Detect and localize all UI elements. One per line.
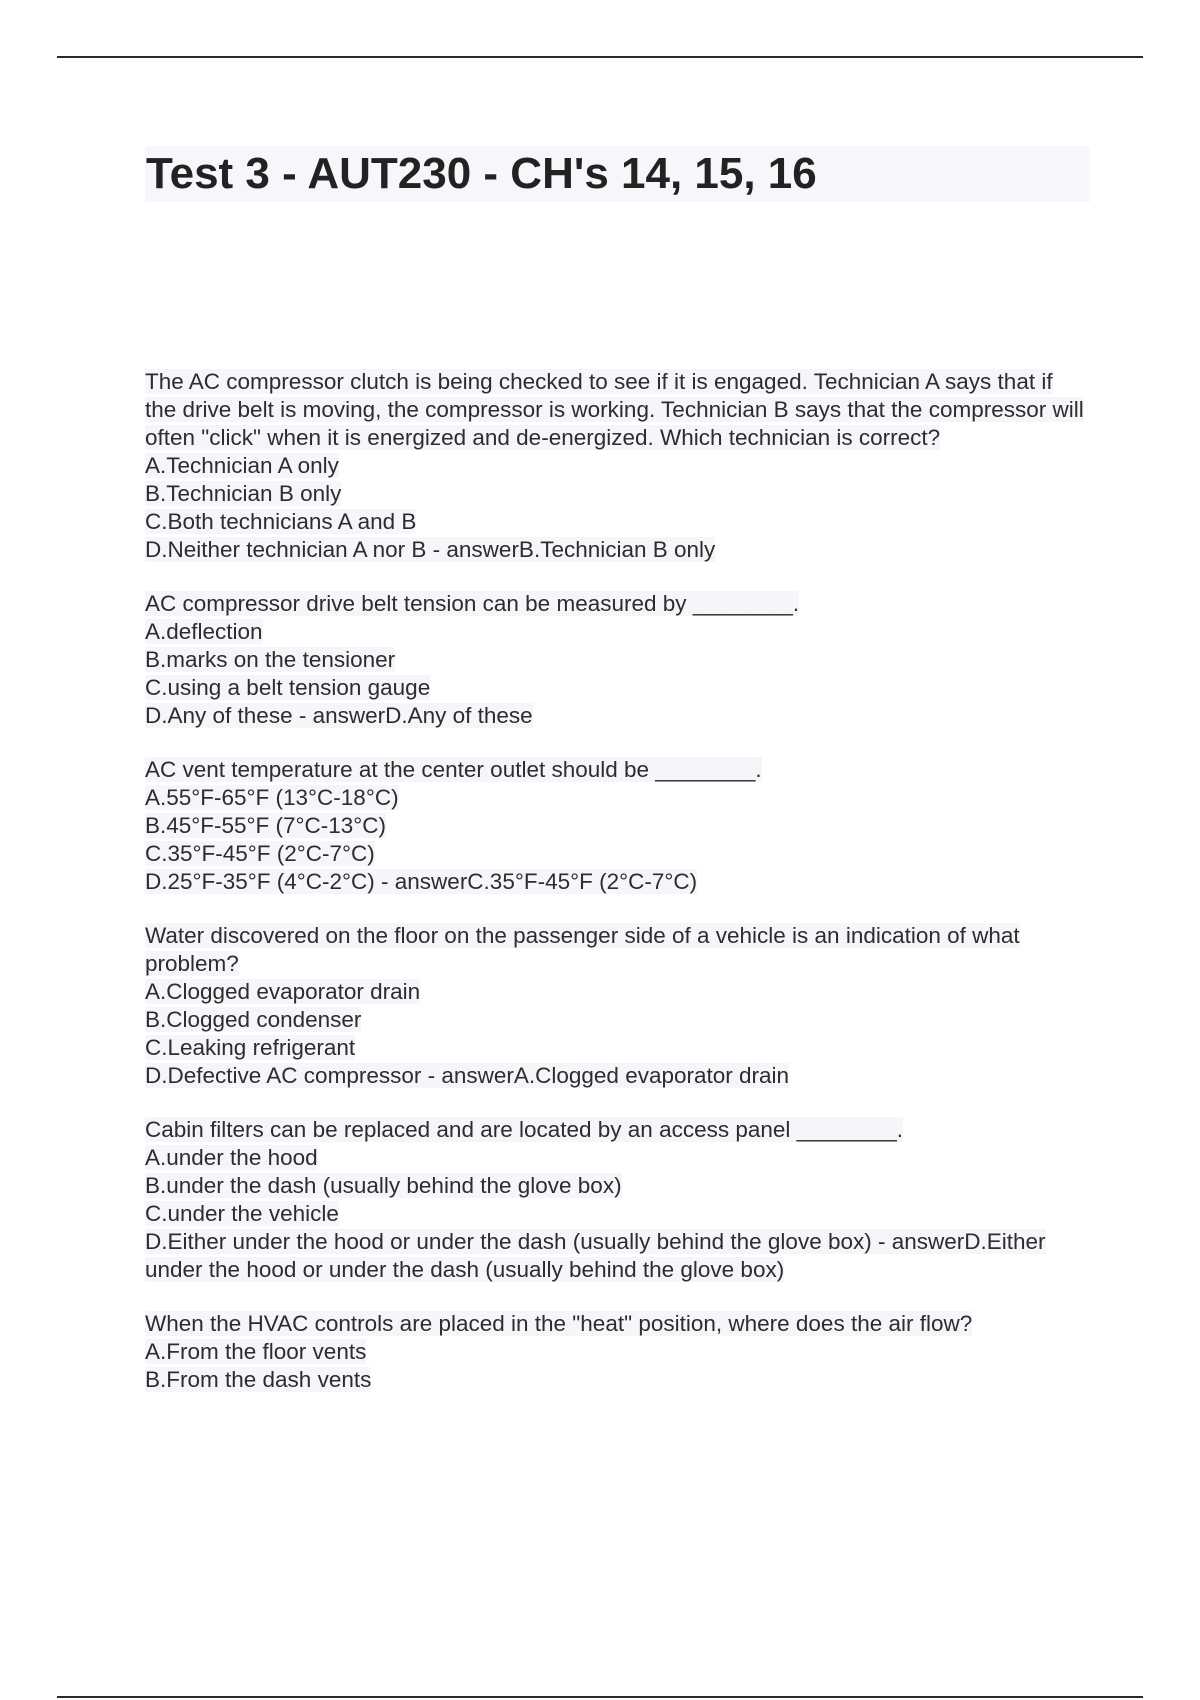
question-text-3: AC vent temperature at the center outlet should be ________. [145, 757, 762, 782]
option-2a: A.deflection [145, 619, 263, 644]
answer-option [145, 452, 1090, 480]
answer-option [145, 1228, 1090, 1284]
bottom-divider [57, 1696, 1143, 1698]
option-4c: C.Leaking refrigerant [145, 1035, 356, 1060]
option-1a: A.Technician A only [145, 453, 339, 478]
answer-option [145, 536, 1090, 564]
option-1b: B.Technician B only [145, 481, 342, 506]
answer-option [145, 1338, 1090, 1366]
option-2c: C.using a belt tension gauge [145, 675, 431, 700]
answer-option [145, 1172, 1090, 1200]
option-3b: B.45°F-55°F (7°C-13°C) [145, 813, 387, 838]
question-block-3 [145, 756, 1090, 896]
option-6b: B.From the dash vents [145, 1367, 372, 1392]
option-5d-with-answer: D.Either under the hood or under the dash (usually behind the glove box) - answerD.Either under the hood or under the dash (usually behind the glove box) [145, 1229, 1046, 1282]
option-4b: B.Clogged condenser [145, 1007, 362, 1032]
answer-option [145, 1200, 1090, 1228]
option-5c: C.under the vehicle [145, 1201, 339, 1226]
answer-option [145, 812, 1090, 840]
answer-option [145, 1366, 1090, 1394]
question-text-5: Cabin filters can be replaced and are located by an access panel ________. [145, 1117, 904, 1142]
question-text-1: The AC compressor clutch is being checked to see if it is engaged. Technician A says that if the drive belt is moving, the compressor is working. Technician B says that the compressor will often "click" when it is energized and de-energized. Which technician is correct? [145, 369, 1084, 450]
option-5a: A.under the hood [145, 1145, 318, 1170]
answer-option [145, 1144, 1090, 1172]
answer-option [145, 674, 1090, 702]
question-block-5 [145, 1116, 1090, 1284]
question-text [145, 922, 1090, 978]
question-text-2: AC compressor drive belt tension can be measured by ________. [145, 591, 800, 616]
answer-option [145, 1062, 1090, 1090]
question-text [145, 368, 1090, 452]
answer-option [145, 1006, 1090, 1034]
answer-option [145, 702, 1090, 730]
answer-option [145, 978, 1090, 1006]
answer-option [145, 784, 1090, 812]
answer-option [145, 508, 1090, 536]
option-3c: C.35°F-45°F (2°C-7°C) [145, 841, 375, 866]
question-block-4 [145, 922, 1090, 1090]
answer-option [145, 868, 1090, 896]
question-text [145, 1310, 1090, 1338]
question-block-1 [145, 368, 1090, 564]
question-text [145, 756, 1090, 784]
option-2d-with-answer: D.Any of these - answerD.Any of these [145, 703, 533, 728]
question-text-4: Water discovered on the floor on the passenger side of a vehicle is an indication of what problem? [145, 923, 1020, 976]
option-5b: B.under the dash (usually behind the glove box) [145, 1173, 622, 1198]
option-2b: B.marks on the tensioner [145, 647, 396, 672]
question-text [145, 590, 1090, 618]
question-list [145, 368, 1090, 1420]
answer-option [145, 840, 1090, 868]
option-3d-with-answer: D.25°F-35°F (4°C-2°C) - answerC.35°F-45°F (2°C-7°C) [145, 869, 698, 894]
question-block-2 [145, 590, 1090, 730]
answer-option [145, 618, 1090, 646]
question-text-6: When the HVAC controls are placed in the "heat" position, where does the air flow? [145, 1311, 973, 1336]
top-divider [57, 56, 1143, 58]
answer-option [145, 1034, 1090, 1062]
option-1c: C.Both technicians A and B [145, 509, 417, 534]
option-4d-with-answer: D.Defective AC compressor - answerA.Clogged evaporator drain [145, 1063, 790, 1088]
option-4a: A.Clogged evaporator drain [145, 979, 421, 1004]
answer-option [145, 646, 1090, 674]
option-1d-with-answer: D.Neither technician A nor B - answerB.Technician B only [145, 537, 716, 562]
document-title: Test 3 - AUT230 - CH's 14, 15, 16 [146, 149, 817, 198]
option-6a: A.From the floor vents [145, 1339, 367, 1364]
answer-option [145, 480, 1090, 508]
question-block-6 [145, 1310, 1090, 1394]
option-3a: A.55°F-65°F (13°C-18°C) [145, 785, 399, 810]
question-text [145, 1116, 1090, 1144]
